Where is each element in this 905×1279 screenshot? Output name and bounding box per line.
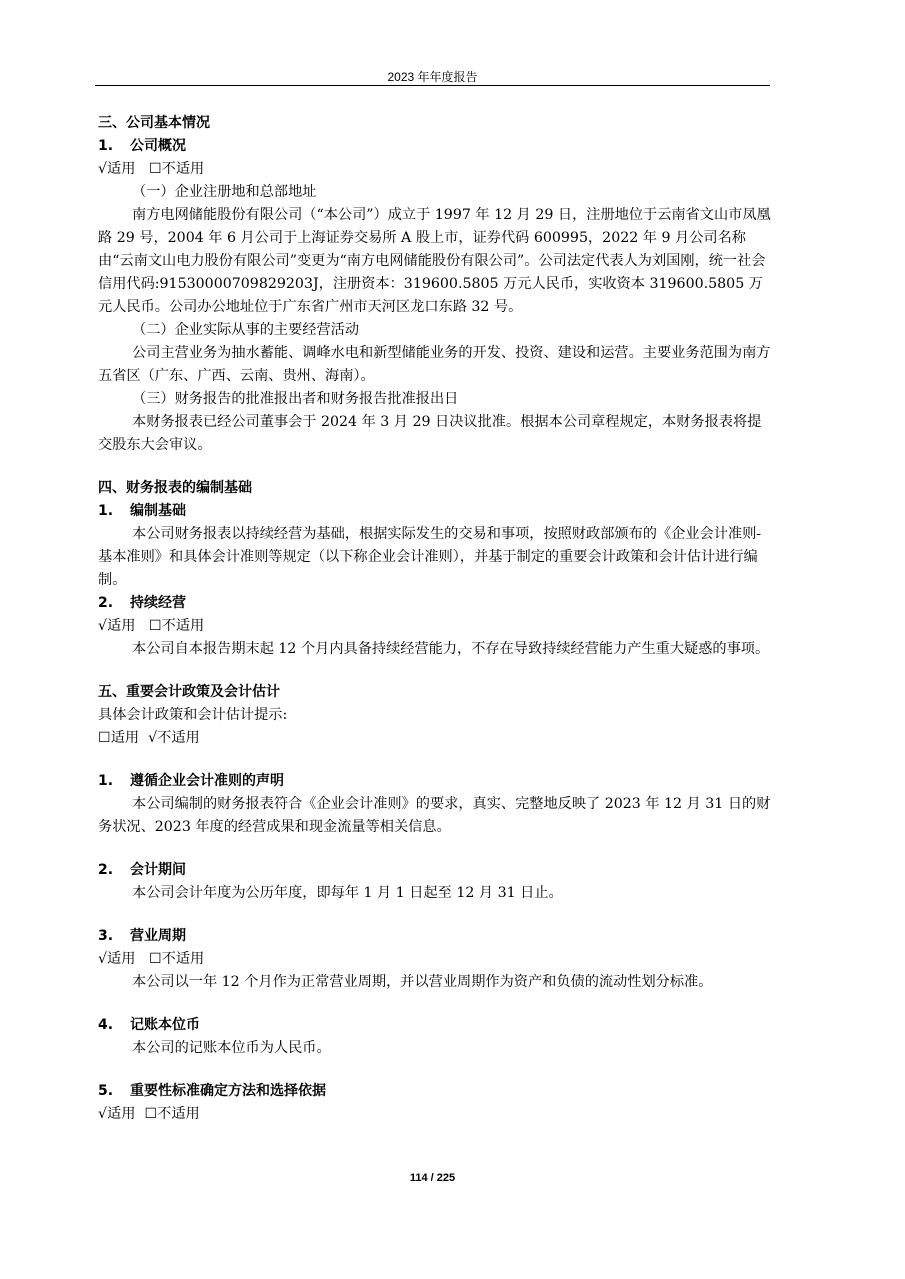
spacer (98, 1060, 773, 1080)
section-5-title: 五、重要会计政策及会计估计 (98, 684, 280, 700)
spacer (98, 994, 773, 1014)
applicable-option: √适用 (98, 951, 136, 967)
spacer (98, 905, 773, 925)
section-4-2-title: 持续经营 (130, 595, 186, 611)
page-header: 2023 年年度报告 (387, 70, 478, 84)
accounting-period-paragraph: 本公司会计年度为公历年度，即每年 1 月 1 日起至 12 月 31 日止。 (132, 885, 563, 901)
not-applicable-option: ☐不适用 (148, 161, 205, 177)
section-number: 1. (98, 503, 114, 519)
section-5-5-title: 重要性标准确定方法和选择依据 (130, 1083, 326, 1099)
section-5-2-title: 会计期间 (130, 862, 186, 878)
applicability-line (98, 615, 773, 638)
spacer (98, 457, 773, 477)
applicable-option: ☐适用 (98, 730, 140, 746)
section-5-1-title: 遵循企业会计准则的声明 (130, 773, 284, 789)
section-5-1-heading (98, 770, 773, 793)
not-applicable-option: √不适用 (148, 730, 200, 746)
section-number: 5. (98, 1083, 114, 1099)
functional-currency-paragraph: 本公司的记账本位币为人民币。 (132, 1040, 331, 1056)
section-number: 3. (98, 928, 114, 944)
section-4-title: 四、财务报表的编制基础 (98, 480, 252, 496)
going-concern-paragraph: 本公司自本报告期末起 12 个月内具备持续经营能力，不存在导致持续经营能力产生重大疑惑的事项。 (132, 641, 770, 657)
section-5-3-heading (98, 925, 773, 948)
not-applicable-option: ☐不适用 (144, 1106, 200, 1122)
not-applicable-option: ☐不适用 (148, 618, 205, 634)
section-5-4-title: 记账本位币 (130, 1017, 200, 1033)
section-5-5-heading (98, 1080, 773, 1103)
section-number: 1. (98, 773, 114, 789)
section-number: 2. (98, 862, 114, 878)
business-activities-paragraph: 公司主营业务为抽水蓄能、调峰水电和新型储能业务的开发、投资、建设和运营。主要业务范围为南方五省区（广东、广西、云南、贵州、海南）。 (98, 345, 771, 384)
compliance-statement-paragraph: 本公司编制的财务报表符合《企业会计准则》的要求，真实、完整地反映了 2023 年 12 月 31 日的财务状况、2023 年度的经营成果和现金流量等相关信息。 (98, 796, 771, 835)
spacer (98, 839, 773, 859)
section-4-1-heading (98, 500, 773, 523)
section-5-4-heading (98, 1014, 773, 1037)
applicability-line (98, 158, 773, 181)
spacer (98, 661, 773, 681)
subsection-1: （一）企业注册地和总部地址 (132, 184, 317, 200)
applicable-option: √适用 (98, 618, 136, 634)
approval-paragraph: 本财务报表已经公司董事会于 2024 年 3 月 29 日决议批准。根据本公司章程规定，本财务报表将提交股东大会审议。 (98, 414, 762, 453)
applicability-line (98, 727, 773, 750)
applicability-line (98, 948, 773, 971)
section-3-1-heading (98, 135, 773, 158)
page-number: 114 / 225 (409, 1172, 456, 1184)
preparation-basis-paragraph: 本公司财务报表以持续经营为基础，根据实际发生的交易和事项，按照财政部颁布的《企业会计准则-基本准则》和具体会计准则等规定（以下称企业会计准则），并基于制定的重要会计政策和会计估计进行编制。 (98, 526, 762, 588)
subsection-2: （二）企业实际从事的主要经营活动 (132, 322, 360, 338)
section-3-title: 三、公司基本情况 (98, 115, 210, 131)
section-4-2-heading (98, 592, 773, 615)
operating-cycle-paragraph: 本公司以一年 12 个月作为正常营业周期，并以营业周期作为资产和负债的流动性划分标准。 (132, 974, 713, 990)
section-4-1-title: 编制基础 (130, 503, 186, 519)
applicability-line (98, 1103, 773, 1126)
section-5-2-heading (98, 859, 773, 882)
applicable-option: √适用 (98, 161, 136, 177)
policy-hint: 具体会计政策和会计估计提示: (98, 707, 288, 723)
not-applicable-option: ☐不适用 (148, 951, 205, 967)
spacer (98, 750, 773, 770)
company-registration-paragraph: 南方电网储能股份有限公司（“本公司”）成立于 1997 年 12 月 29 日，注册地位于云南省文山市凤凰路 29 号，2004 年 6 月公司于上海证券交易所 A 股上市，证券代码 600995，2022 年 9 月公司名称由“云南文山电力股份有限公司”变更为“南方电网储能股份有限公司”。公司法定代表人为刘国刚，统一社会信用代码:91530000709829203J，注册资本：319600.5805 万元人民币，实收资本 319600.5805 万元人民币。公司办公地址位于广东省广州市天河区龙口东路 32 号。 (98, 207, 771, 315)
section-number: 4. (98, 1017, 114, 1033)
section-number: 1. (98, 138, 114, 154)
header-divider (95, 85, 770, 86)
subsection-3: （三）财务报告的批准报出者和财务报告批准报出日 (132, 391, 459, 407)
section-5-3-title: 营业周期 (130, 928, 186, 944)
document-body (98, 112, 773, 1126)
section-number: 2. (98, 595, 114, 611)
applicable-option: √适用 (98, 1106, 136, 1122)
section-3-1-title: 公司概况 (130, 138, 186, 154)
